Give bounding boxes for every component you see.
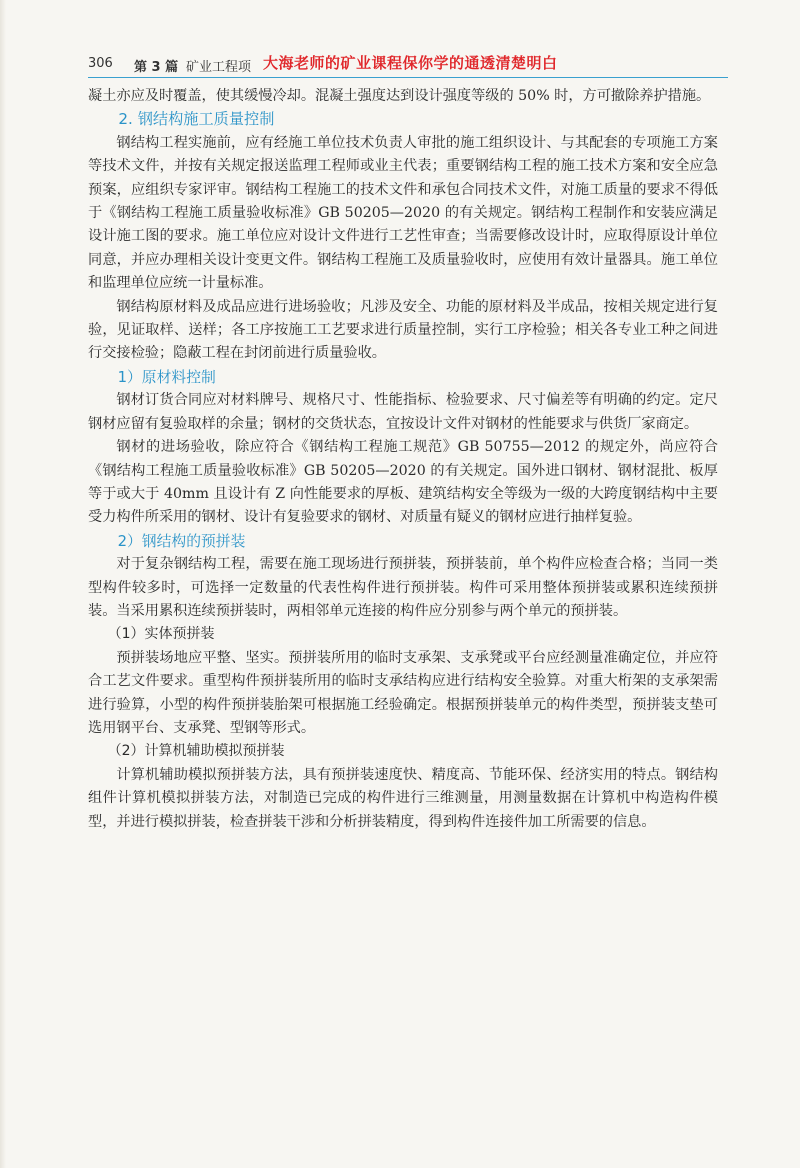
paragraph-continued: 凝土亦应及时覆盖，使其缓慢冷却。混凝土强度达到设计强度等级的 50% 时，方可撤除养护措施。: [88, 88, 711, 104]
paragraph: 钢结构原材料及成品应进行进场验收；凡涉及安全、功能的原材料及半成品，按相关规定进行复验，见证取样、送样；各工序按施工工艺要求进行质量控制，实行工序检验；相关各专业工种之间进行交接检验；隐蔽工程在封闭前进行质量验收。: [88, 298, 718, 362]
part-label: 第 3 篇: [134, 60, 179, 75]
paragraph: 计算机辅助模拟预拼装方法，具有预拼装速度快、精度高、节能环保、经济实用的特点。钢结构组件计算机模拟拼装方法，对制造已完成的构件进行三维测量，用测量数据在计算机中构造构件模型，并进行模拟拼装，检查拼装干涉和分析拼装精度，得到构件连接件加工所需要的信息。: [88, 766, 718, 830]
paragraph: 钢结构工程实施前，应有经施工单位技术负责人审批的施工组织设计、与其配套的专项施工方案等技术文件，并按有关规定报送监理工程师或业主代表；重要钢结构工程的施工技术方案和安全应急预案，应组织专家评审。钢结构工程施工的技术文件和承包合同技术文件，对施工质量的要求不得低于《钢结构工程施工质量验收标准》GB 50205—2020 的有关规定。钢结构工程制作和安装应满足设计施工图的要求。施工单位应对设计文件进行工艺性审查；当需要修改设计时，应取得原设计单位同意，并应办理相关设计变更文件。钢结构工程施工及质量验收时，应使用有效计量器具。施工单位和监理单位应统一计量标准。: [88, 134, 718, 292]
page-number: 306: [88, 56, 113, 71]
section-heading-steel-quality: 2. 钢结构施工质量控制: [118, 110, 275, 129]
page-gutter-shadow: [0, 0, 6, 1168]
paragraph: 对于复杂钢结构工程，需要在施工现场进行预拼装，预拼装前，单个构件应检查合格；当同一类型构件较多时，可选择一定数量的代表性构件进行预拼装。构件可采用整体预拼装或累积连续预拼装。当采用累积连续预拼装时，两相邻单元连接的构件应分别参与两个单元的预拼装。: [88, 556, 718, 619]
paragraph: 钢材订货合同应对材料牌号、规格尺寸、性能指标、检验要求、尺寸偏差等有明确的约定。定尺钢材应留有复验取样的余量；钢材的交货状态，宜按设计文件对钢材的性能要求与供货厂家商定。: [88, 392, 718, 432]
running-header: [88, 50, 728, 78]
header-rule: [88, 77, 728, 78]
subsection-heading-raw-materials: 1）原材料控制: [117, 368, 216, 386]
page-body: [88, 85, 718, 834]
red-watermark-text: 大海老师的矿业课程保你学的通透清楚明白: [263, 54, 558, 72]
paragraph: 钢材的进场验收，除应符合《钢结构工程施工规范》GB 50755—2012 的规定外，尚应符合《钢结构工程施工质量验收标准》GB 50205—2020 的有关规定。国外进口钢材、钢材混批、板厚等于或大于 40mm 且设计有 Z 向性能要求的厚板、建筑结构安全等级为一级的大跨度钢结构中主要受力构件所采用的钢材、设计有复验要求的钢材、对质量有疑义的钢材应进行抽样复验。: [88, 439, 718, 526]
item-heading-physical-preassembly: （1）实体预拼装: [107, 626, 215, 643]
item-heading-computer-preassembly: （2）计算机辅助模拟预拼装: [107, 743, 285, 760]
subsection-heading-pre-assembly: 2）钢结构的预拼装: [117, 532, 246, 550]
paragraph: 预拼装场地应平整、坚实。预拼装所用的临时支承架、支承凳或平台应经测量准确定位，并应符合工艺文件要求。重型构件预拼装所用的临时支承结构应进行结构安全验算。对重大桁架的支承架需进行验算，小型的构件预拼装胎架可根据施工经验确定。根据预拼装单元的构件类型，预拼装支垫可选用钢平台、支承凳、型钢等形式。: [88, 649, 718, 736]
chapter-title: 矿业工程项: [186, 60, 252, 75]
